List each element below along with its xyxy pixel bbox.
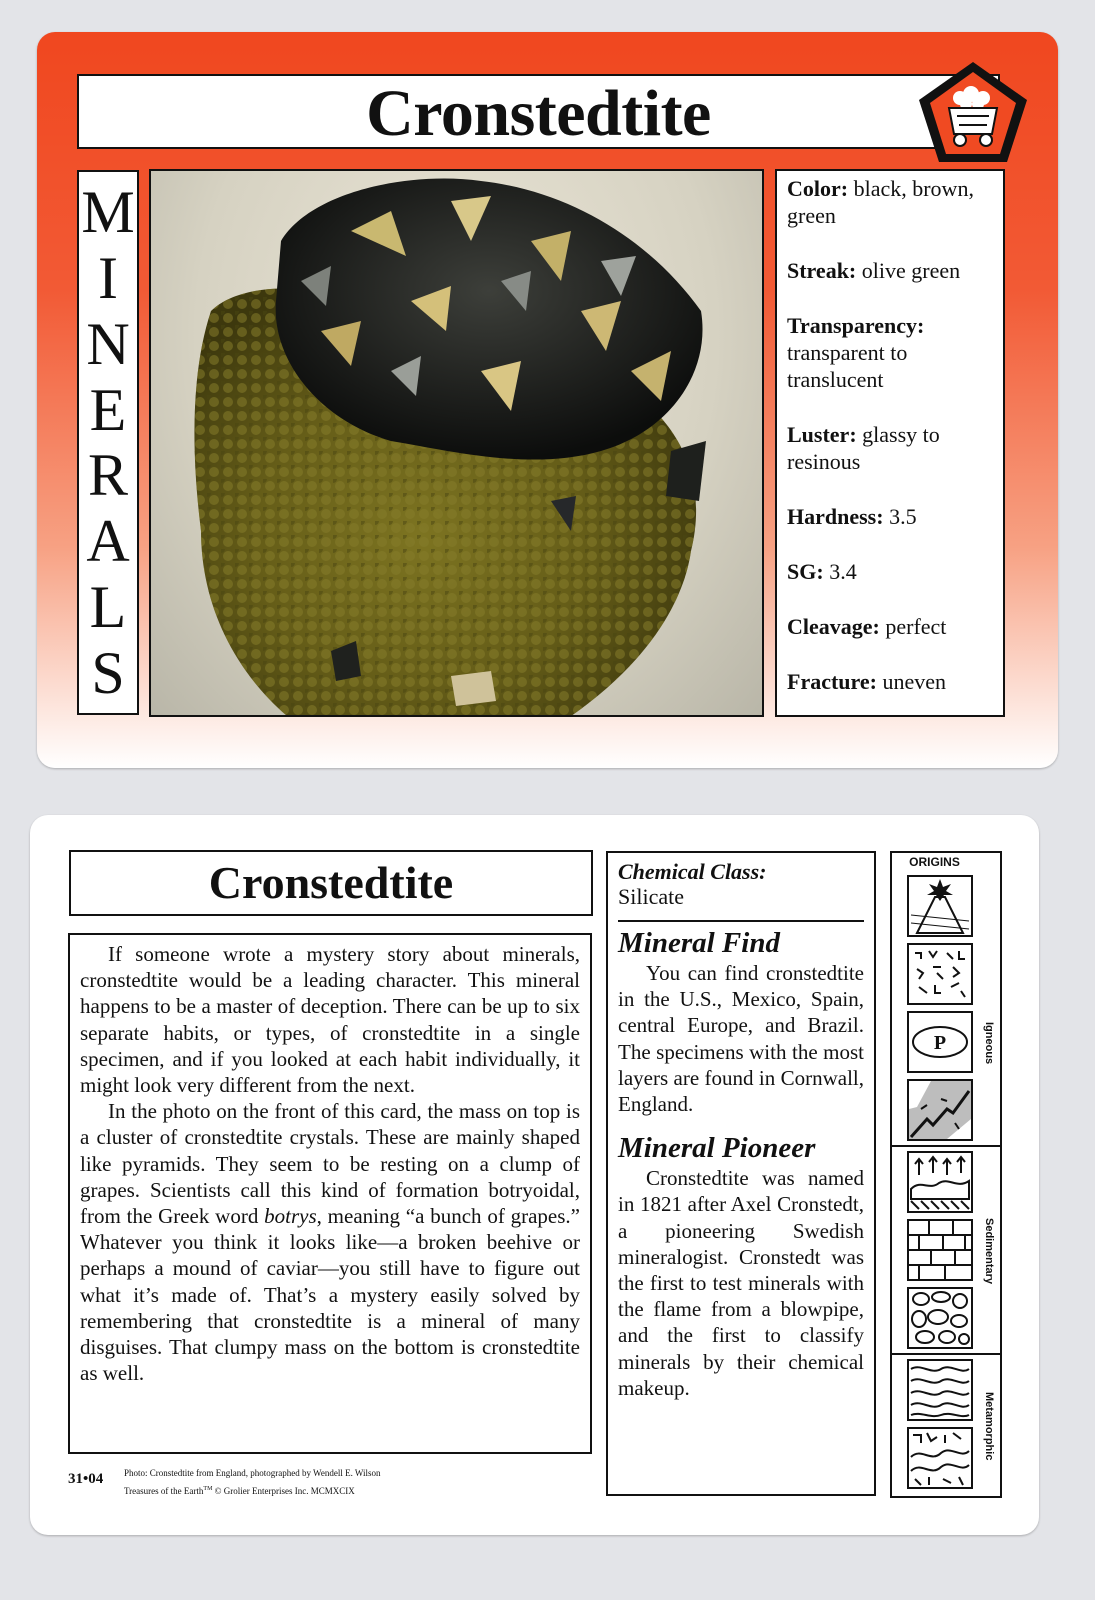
- story-paragraph: In the photo on the front of this card, the mass on top is a cluster of cronstedtite crystals. These are mainly shaped like pyramids. They seem to be resting on a clump of grapes. Scientists call this kind of formation botryoidal, from the Greek word botrys, meaning “a bunch of grapes.” Whatever you think it looks like—a broken beehive or perhaps a mound of caviar—you still have to figure out what it’s made of. That’s a mystery easily solved by remembering that cronstedtite is a mineral of many disguises. That clumpy mass on the bottom is cronstedtite as well.: [80, 1099, 580, 1386]
- back-title: Cronstedtite: [208, 857, 454, 908]
- property-hardness: Hardness: 3.5: [787, 504, 917, 529]
- property-cleavage: Cleavage: perfect: [787, 614, 947, 639]
- property-color: Color: black, brown, green: [787, 176, 974, 228]
- facts-panel: [606, 851, 876, 1496]
- category-letter: L: [89, 574, 127, 641]
- category-letter: S: [91, 639, 125, 706]
- property-luster: Luster: glassy to resinous: [787, 422, 940, 474]
- front-title: Cronstedtite: [366, 77, 711, 150]
- property-fracture: Fracture: uneven: [787, 669, 947, 694]
- gneiss-rock-icon: [907, 1427, 973, 1489]
- evaporite-icon: [907, 1151, 973, 1213]
- card-footer: [62, 1465, 582, 1505]
- volcano-icon: [907, 875, 973, 937]
- foliated-rock-icon: [907, 1359, 973, 1421]
- property-transparency: Transparency: transparent to translucent: [787, 313, 925, 392]
- story-paragraph: If someone wrote a mystery story about minerals, cronstedtite would be a leading character. This mineral happens to be a master of deception. There can be up to six separate habits, or types, of cronstedtite in a single specimen, and if you looked at each habit individually, it might look very different from the next.: [80, 942, 580, 1098]
- credits: [124, 1465, 381, 1499]
- category-letter: R: [87, 442, 129, 509]
- card-number: 31•04: [68, 1471, 104, 1487]
- mineral-find-text: You can find cronstedtite in the U.S., Mexico, Spain, central Europe, and Brazil. The specimens with the most layers are found in Cornwall, England.: [618, 961, 864, 1117]
- mineral-pioneer-heading: Mineral Pioneer: [618, 1132, 816, 1165]
- story-text: [68, 933, 592, 1454]
- back-title-box: [69, 850, 593, 916]
- property-sg: SG: 3.4: [787, 559, 857, 584]
- category-letter: A: [86, 508, 130, 575]
- mineral-photo: [149, 169, 764, 717]
- origins-divider: [892, 1145, 1000, 1147]
- copyright: Treasures of the Earth™ © Grolier Enterprises Inc. MCMXCIX: [124, 1486, 355, 1496]
- vein-rock-icon: [907, 1079, 973, 1141]
- primary-marker-icon: [907, 1011, 973, 1073]
- category-letter: I: [98, 244, 118, 311]
- category-letter: N: [86, 310, 130, 377]
- mineral-specimen-photo: [151, 171, 762, 715]
- category-letter: M: [81, 179, 135, 245]
- property-streak: Streak: olive green: [787, 258, 961, 283]
- igneous-label: Igneous: [983, 1021, 995, 1065]
- divider: [618, 920, 864, 922]
- limestone-blocks-icon: [907, 1219, 973, 1281]
- conglomerate-icon: [907, 1287, 973, 1349]
- metamorphic-label: Metamorphic: [983, 1392, 995, 1461]
- category-label: [77, 170, 139, 715]
- photo-credit: Photo: Cronstedtite from England, photographed by Wendell E. Wilson: [124, 1468, 381, 1478]
- origins-panel: [890, 851, 1002, 1498]
- chemical-class-value: Silicate: [618, 884, 684, 909]
- chemical-class-label: Chemical Class:: [618, 859, 767, 884]
- origins-heading: ORIGINS: [909, 855, 960, 869]
- card-back: [30, 815, 1039, 1535]
- card-front: [37, 32, 1058, 768]
- sedimentary-label: Sedimentary: [983, 1217, 995, 1285]
- intrusive-rock-icon: [907, 943, 973, 1005]
- origins-divider: [892, 1353, 1000, 1355]
- mineral-pioneer-text: Cronstedtite was named in 1821 after Axel Cronstedt, a pioneering Swedish mineralogist. Cronstedt was the first to test minerals with the flame from a blowpipe, and the first to classify minerals by their chemical makeup.: [618, 1166, 864, 1400]
- properties-panel: [775, 169, 1005, 717]
- mineral-find-heading: Mineral Find: [618, 927, 780, 959]
- front-title-box: [77, 74, 1000, 149]
- mine-cart-icon: [913, 58, 1033, 166]
- category-letter: E: [89, 376, 127, 443]
- origins-marker: P: [933, 1032, 947, 1054]
